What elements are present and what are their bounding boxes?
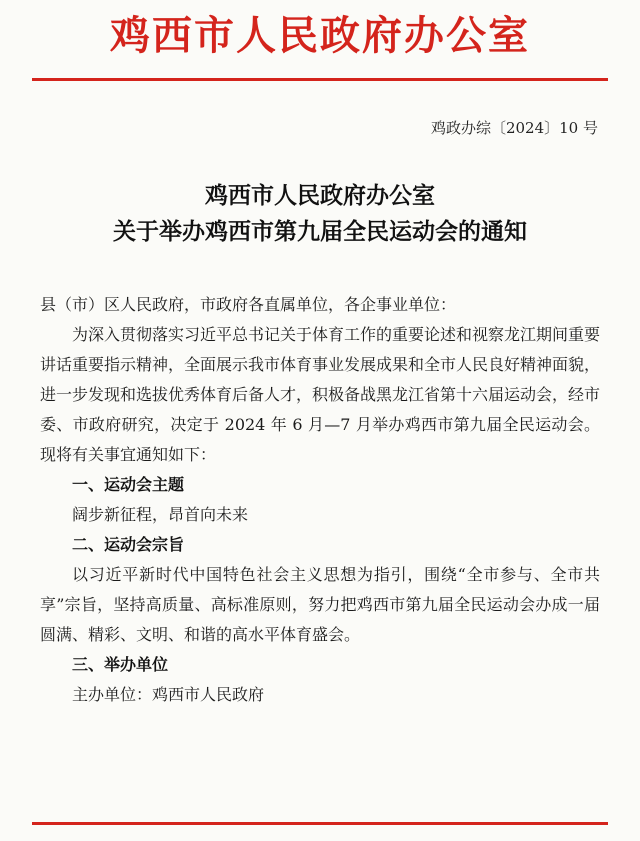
document-body: [40, 290, 601, 710]
masthead-title: 鸡西市人民政府办公室: [110, 12, 530, 59]
section-heading-organizer: 三、举办单位: [72, 655, 169, 674]
masthead-red-rule: [32, 78, 608, 81]
salutation: 县（市）区人民政府，市政府各直属单位，各企事业单位：: [40, 295, 457, 314]
document-title: [0, 178, 640, 250]
section-heading-purpose: 二、运动会宗旨: [72, 535, 185, 554]
document-number: 鸡政办综〔2024〕10 号: [430, 119, 598, 137]
section-content-purpose: 以习近平新时代中国特色社会主义思想为指引，围绕“全市参与、全市共享”宗旨，坚持高质量、高标准原则，努力把鸡西市第九届全民运动会办成一届圆满、精彩、文明、和谐的高水平体育盛会。: [40, 565, 600, 644]
footer-red-rule: [32, 822, 608, 825]
document-title-line-2: 关于举办鸡西市第九届全民运动会的通知: [113, 219, 527, 245]
intro-paragraph: 为深入贯彻落实习近平总书记关于体育工作的重要论述和视察龙江期间重要讲话重要指示精神，全面展示我市体育事业发展成果和全市人民良好精神面貌，进一步发现和选拔优秀体育后备人才，积极备战黑龙江省第十六届运动会，经市委、市政府研究，决定于 2024 年 6 月—7 月举办鸡西市第九届全民运动会。现将有关事宜通知如下：: [40, 325, 601, 464]
section-content-organizer: 主办单位：鸡西市人民政府: [72, 685, 265, 704]
document-title-line-1: 鸡西市人民政府办公室: [205, 183, 435, 209]
section-content-theme: 阔步新征程，昂首向未来: [72, 505, 249, 524]
section-heading-theme: 一、运动会主题: [72, 475, 185, 494]
